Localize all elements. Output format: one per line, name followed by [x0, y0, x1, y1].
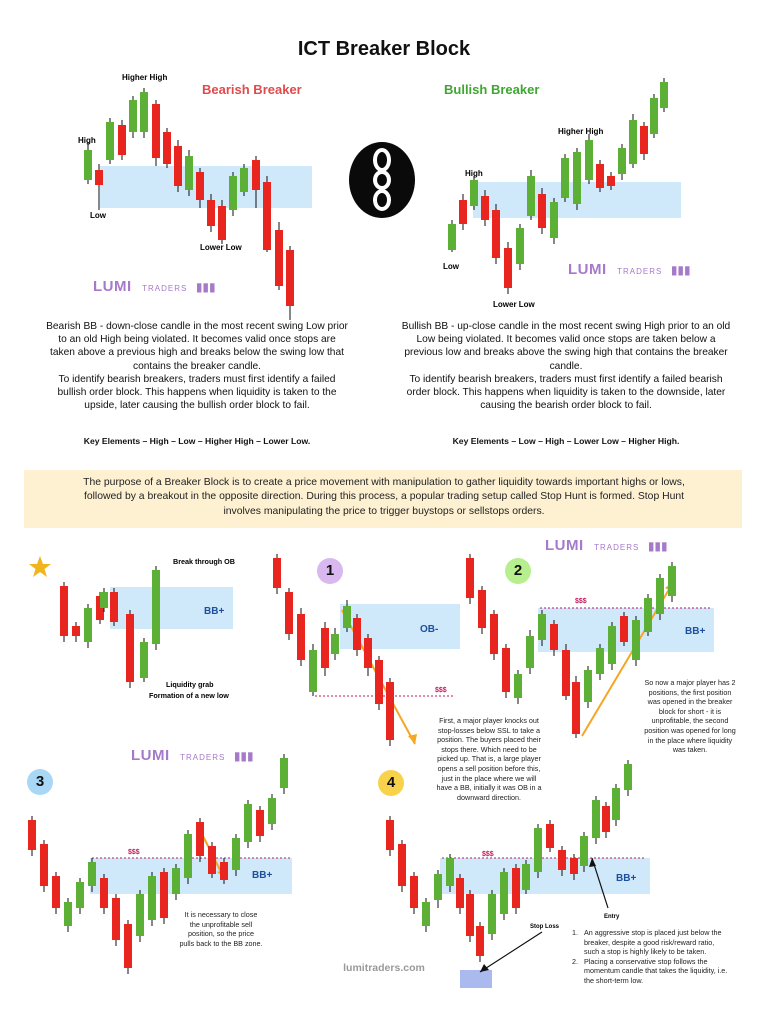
candle-body	[602, 806, 610, 832]
candle-body	[163, 132, 171, 164]
candle-body	[561, 158, 569, 198]
candle-body	[140, 642, 148, 678]
candle-body	[285, 592, 293, 634]
candle-body	[84, 150, 92, 180]
candle-body	[612, 788, 620, 820]
candle-body	[618, 148, 626, 174]
candle-body	[88, 862, 96, 886]
page-title: ICT Breaker Block	[297, 38, 471, 60]
purpose-text: The purpose of a Breaker Block is to create a price movement with manipulation to gather liquidity towards important highs or lows, followed by a breakout in the opposite direction. During this process, a popular trading setup called Stop Hunt is formed. Stop Hunt involves manipulating the price to trigger buystops or sellstops orders.	[83, 477, 685, 517]
candle-body	[208, 846, 216, 874]
candle-body	[624, 764, 632, 790]
candle-body	[240, 168, 248, 192]
entry-label: Entry	[604, 914, 620, 920]
candle-body	[466, 894, 474, 936]
step-3-note: It is necessary to close the unprofitable sell position, so the price pulls back to the BB zone.	[179, 910, 263, 948]
candle-body	[585, 140, 593, 180]
candle-body	[286, 250, 294, 306]
candle-body	[550, 624, 558, 650]
candle-body	[386, 820, 394, 850]
candle-body	[500, 872, 508, 914]
candle-body	[562, 650, 570, 696]
step-1-note: First, a major player knocks out stop-losses below SSL to take a position. The buyers placed their stops there. Which need to be picked up. That is, a large player opens a sell position before this, just in the place where we will have a BB, initially it was OB in a downward direction.	[436, 716, 542, 802]
candle-body	[126, 614, 134, 682]
candle-body	[398, 844, 406, 886]
candle-body	[502, 648, 510, 692]
lumi-logo-3: LUMI TRADERS ▮▮▮	[545, 537, 668, 554]
candle-body	[112, 898, 120, 940]
candle-body	[607, 176, 615, 186]
lumi-logo-2: LUMI TRADERS ▮▮▮	[568, 261, 691, 278]
candle-body	[40, 844, 48, 886]
candle-body	[64, 902, 72, 926]
candle-body	[172, 868, 180, 894]
zone-label: BB+	[616, 873, 637, 884]
step-4-notes: 1. An aggressive stop is placed just below the breaker, despite a good risk/reward ratio, such a stop is highly likely to be taken. 2. Placing a conservative stop follows the momentum candle that takes the liquidity, i.e. the short-term low.	[572, 928, 728, 985]
candle-body	[106, 122, 114, 160]
bearish-key-elements: Key Elements – High – Low – Higher High – Lower Low.	[83, 436, 311, 446]
step-3-badge: 3	[27, 769, 53, 795]
candle-body	[448, 224, 456, 250]
candle-body	[60, 586, 68, 636]
candle-body	[343, 606, 351, 628]
candle-body	[256, 810, 264, 836]
candle-body	[620, 616, 628, 642]
candle-body	[656, 578, 664, 614]
candle-body	[570, 858, 578, 874]
new-low-label: Formation of a new low	[149, 691, 229, 700]
candle-body	[28, 820, 36, 850]
liquidity-label: Liquidity grab	[166, 680, 214, 689]
candle-body	[110, 592, 118, 622]
candle-body	[152, 570, 160, 644]
candle-body	[596, 648, 604, 674]
candle-body	[263, 182, 271, 250]
candle-body	[504, 248, 512, 288]
candle-body	[550, 202, 558, 238]
zone-label: OB-	[420, 624, 439, 635]
candle-body	[218, 206, 226, 240]
candle-body	[95, 170, 103, 185]
candle-body	[118, 125, 126, 155]
label-higher-high: Higher High	[122, 73, 168, 82]
zone-label: BB+	[204, 606, 225, 617]
candle-body	[526, 636, 534, 668]
candle-body	[100, 592, 108, 608]
candle-body	[573, 152, 581, 204]
candle-body	[640, 126, 648, 154]
candle-body	[331, 634, 339, 654]
candle-body	[185, 156, 193, 190]
candle-body	[252, 160, 260, 190]
liquidity-label: $$$	[128, 849, 140, 856]
lumi-logo-4: LUMI TRADERS ▮▮▮	[131, 747, 254, 764]
candle-body	[232, 838, 240, 870]
liquidity-label: $$$	[575, 598, 587, 605]
candle-body	[229, 176, 237, 210]
label-lower-low: Lower Low	[200, 243, 242, 252]
candle-body	[152, 104, 160, 158]
candle-body	[629, 120, 637, 164]
candle-body	[386, 682, 394, 740]
label-higher-high: Higher High	[558, 127, 604, 136]
bars-icon: ▮▮▮	[647, 539, 668, 553]
candle-body	[184, 834, 192, 878]
liquidity-label: $$$	[435, 687, 447, 694]
stop-loss-label: Stop Loss	[530, 924, 560, 930]
candle-body	[244, 804, 252, 842]
candle-body	[512, 868, 520, 908]
star-panel-chart	[50, 552, 250, 702]
candle-body	[220, 862, 228, 880]
star-icon	[28, 555, 52, 579]
candle-body	[650, 98, 658, 134]
candle-body	[538, 194, 546, 228]
candle-body	[644, 598, 652, 632]
candle-body	[273, 558, 281, 588]
label-high: High	[78, 136, 96, 145]
bullish-key-elements: Key Elements – Low – High – Lower Low – Higher High.	[452, 436, 680, 446]
candle-body	[196, 172, 204, 200]
bullish-breaker-chart	[440, 60, 700, 320]
step-2-badge: 2	[505, 558, 531, 584]
candle-body	[207, 200, 215, 226]
candle-body	[456, 878, 464, 908]
bars-icon: ▮▮▮	[233, 749, 254, 763]
candle-body	[136, 894, 144, 936]
candle-body	[584, 670, 592, 702]
candle-body	[174, 146, 182, 186]
label-high: High	[465, 169, 483, 178]
step-1-badge: 1	[317, 558, 343, 584]
candle-body	[148, 876, 156, 920]
candle-body	[297, 614, 305, 660]
candle-body	[522, 864, 530, 890]
candle-body	[546, 824, 554, 848]
candle-body	[538, 614, 546, 640]
step-4-badge: 4	[378, 770, 404, 796]
candle-body	[596, 164, 604, 188]
candle-body	[481, 196, 489, 220]
bearish-zone	[100, 166, 312, 208]
candle-body	[470, 180, 478, 206]
candle-body	[375, 660, 383, 704]
zone-label: BB+	[685, 626, 706, 637]
candle-body	[488, 894, 496, 934]
website-link[interactable]: lumitraders.com	[343, 962, 425, 974]
label-low: Low	[443, 262, 459, 271]
candle-body	[592, 800, 600, 838]
candle-body	[364, 638, 372, 668]
lumi-logo-1: LUMI TRADERS ▮▮▮	[93, 278, 216, 295]
candle-body	[72, 626, 80, 636]
candle-body	[275, 230, 283, 286]
candle-body	[608, 626, 616, 664]
candle-body	[410, 876, 418, 908]
bearish-description: Bearish BB - down-close candle in the most recent swing Low prior to an old High being violated. It becomes valid once stops are taken above a previous high and breaks below the swing low that contains the breaker candle. To identify bearish breakers, traders must first identify a failed bullish order block. This happens when liquidity is taken to the upside, later causing the bullish order block to fail.	[46, 321, 348, 412]
candle-body	[76, 882, 84, 908]
candle-body	[280, 758, 288, 788]
candle-body	[353, 618, 361, 650]
candle-body	[534, 828, 542, 872]
emblem-icon	[348, 140, 416, 220]
bullish-heading: Bullish Breaker	[444, 82, 540, 97]
candle-body	[478, 590, 486, 628]
candle-body	[268, 798, 276, 824]
candle-body	[129, 100, 137, 132]
candle-body	[476, 926, 484, 956]
zone-label: BB+	[252, 870, 273, 881]
label-low: Low	[90, 211, 106, 220]
candle-body	[492, 210, 500, 258]
bearish-heading: Bearish Breaker	[202, 82, 302, 97]
liquidity-label: $$$	[482, 851, 494, 858]
bars-icon: ▮▮▮	[195, 280, 216, 294]
candle-body	[558, 850, 566, 870]
candle-body	[446, 858, 454, 886]
candle-body	[52, 876, 60, 908]
candle-body	[321, 628, 329, 668]
candle-body	[459, 200, 467, 224]
candle-body	[466, 558, 474, 598]
candle-body	[196, 822, 204, 856]
break-label: Break through OB	[173, 557, 235, 566]
candle-body	[490, 614, 498, 654]
bars-icon: ▮▮▮	[670, 263, 691, 277]
step-2-note: So now a major player has 2 positions, the first position was opened in the breaker block for short - it is unprofitable, the second position was opened for long in the place where liquidity was taken.	[644, 678, 736, 755]
candle-body	[140, 92, 148, 132]
candle-body	[309, 650, 317, 692]
candle-body	[100, 878, 108, 908]
bullish-description: Bullish BB - up-close candle in the most recent swing High prior to an old Low being violated. It becomes valid once stops are taken below a previous low and breaks above the swing high that contains the breaker candle. To identify bearish breakers, traders must first identify a failed bearish order block. This happens when liquidity is taken to the downside, later causing the bearish order block to fail.	[401, 321, 731, 412]
candle-body	[84, 608, 92, 642]
candle-body	[580, 836, 588, 866]
candle-body	[660, 82, 668, 108]
candle-body	[632, 620, 640, 660]
candle-body	[514, 674, 522, 698]
candle-body	[516, 228, 524, 264]
candle-body	[572, 682, 580, 734]
candle-body	[668, 566, 676, 596]
candle-body	[434, 874, 442, 900]
label-lower-low: Lower Low	[493, 300, 535, 309]
candle-body	[422, 902, 430, 926]
candle-body	[527, 176, 535, 216]
